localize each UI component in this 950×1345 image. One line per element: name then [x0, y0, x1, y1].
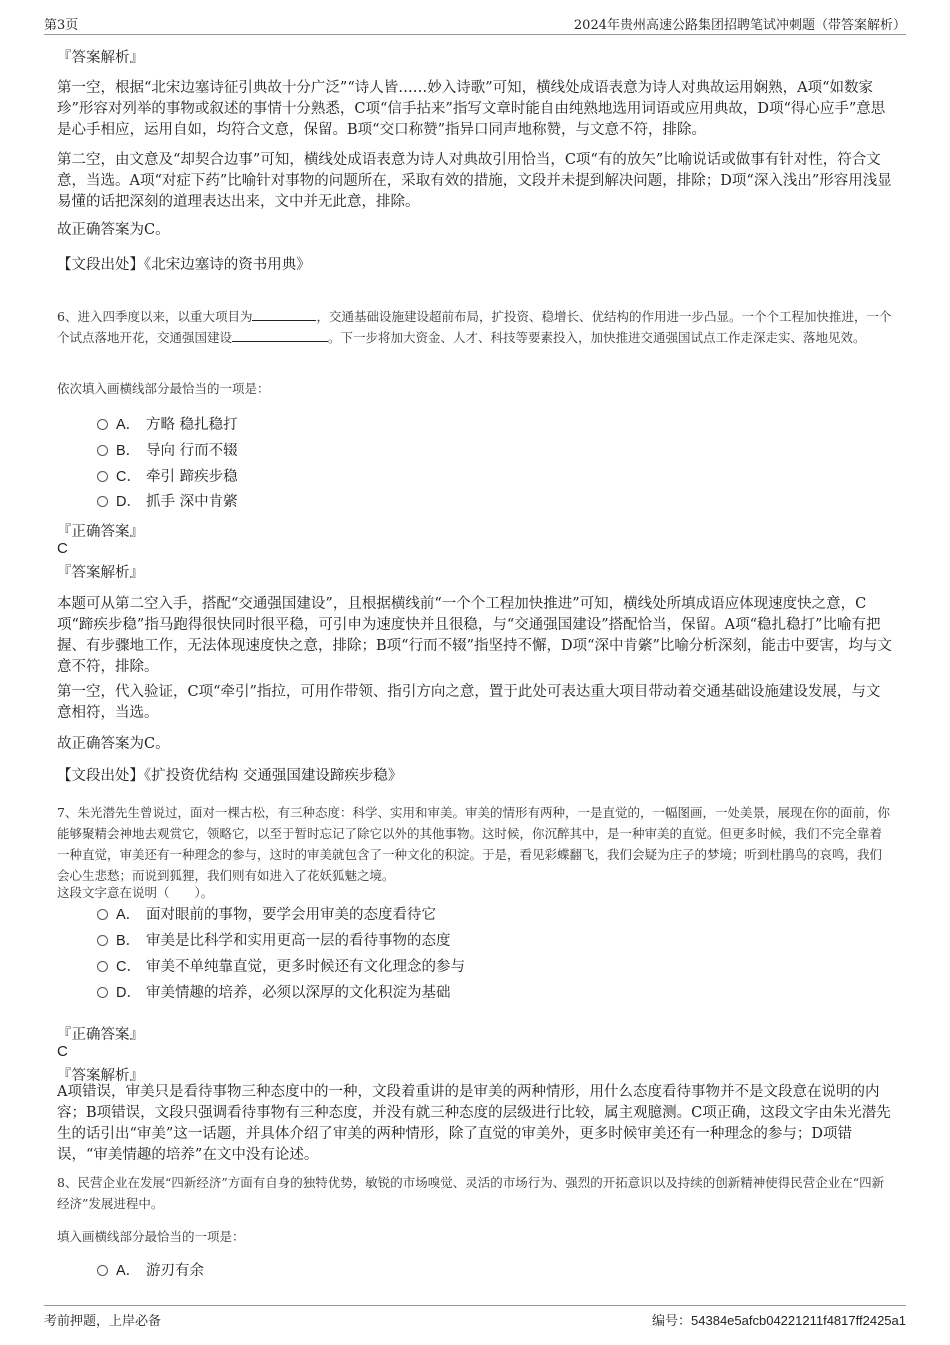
q6-source-label: 【文段出处】	[57, 768, 144, 784]
radio-icon[interactable]	[97, 496, 108, 507]
q5-analysis-label: 『答案解析』	[57, 50, 144, 66]
q5-analysis-para2: 第二空，由文意及“却契合边事”可知，横线处成语表意为诗人对典故引用恰当，C项“有的放矢”比喻说话或做事有针对性，符合文意，当选。A项“对症下药”比喻针对事物的问题所在，采取有效的措施，文段并未提到解决问题，排除；D项“深入浅出”形容用浅显易懂的话把深刻的道理表达出来，文中并无此意，排除。	[57, 152, 892, 210]
radio-icon[interactable]	[97, 909, 108, 920]
document-title: 2024年贵州高速公路集团招聘笔试冲刺题（带答案解析）	[573, 18, 906, 33]
radio-icon[interactable]	[97, 445, 108, 456]
q8-option-a[interactable]: A． 游刃有余	[97, 1260, 204, 1282]
q5-analysis-para1: 第一空，根据“北宋边塞诗征引典故十分广泛”“诗人皆……妙入诗歌”可知，横线处成语表意为诗人对典故运用娴熟，A项“如数家珍”形容对列举的事物或叙述的事情十分熟悉，C项“信手拈来”指写文章时能自由纯熟地选用词语或应用典故，D项“得心应手”意思是心手相应，运用自如，均符合文意，保留。B项“交口称赞”指异口同声地称赞，与文意不符，排除。	[57, 80, 886, 138]
radio-icon[interactable]	[97, 1265, 108, 1276]
q7-analysis-label: 『答案解析』	[57, 1068, 144, 1084]
q6-option-d[interactable]: D． 抓手 深中肯綮	[97, 491, 238, 513]
q8-number: 8、	[57, 1175, 78, 1190]
q7-number: 7、	[57, 805, 78, 820]
radio-icon[interactable]	[97, 987, 108, 998]
q6-conclusion: 故正确答案为C。	[57, 736, 170, 752]
q7-answer: C	[57, 1043, 68, 1060]
q6-answer-label: 『正确答案』	[57, 524, 144, 540]
q7-option-d[interactable]: D． 审美情趣的培养，必须以深厚的文化积淀为基础	[97, 982, 451, 1004]
q6-source-title: 《扩投资优结构 交通强国建设蹄疾步稳》	[144, 768, 403, 784]
q6-answer: C	[57, 540, 68, 557]
q7-option-a[interactable]: A． 面对眼前的事物，要学会用审美的态度看待它	[97, 904, 436, 926]
radio-icon[interactable]	[97, 935, 108, 946]
q6-analysis-label: 『答案解析』	[57, 565, 144, 581]
q6-blank-2	[232, 329, 328, 342]
document-code: 编号：54384e5afcb04221211f4817ff2425a1	[652, 1313, 906, 1328]
q7-analysis: A项错误，审美只是看待事物三种态度中的一种，文段着重讲的是审美的两种情形，用什么态度看待事物并不是文段意在说明的内容；B项错误，文段只强调看待事物有三种态度，并没有就三种态度的层级进行比较，属主观臆测。C项正确，这段文字由朱光潜先生的话引出“审美”这一话题，并具体介绍了审美的两种情形，除了直觉的审美外，更多时候审美还有一种理念的参与；D项错误，“审美情趣的培养”在文中没有论述。	[57, 1084, 891, 1163]
q6-analysis-para1: 本题可从第二空入手，搭配“交通强国建设”，且根据横线前“一个个工程加快推进”可知，横线处所填成语应体现速度快之意，C项“蹄疾步稳”指马跑得很快同时很平稳，可引申为速度快并且很稳，与“交通强国建设”搭配恰当，保留。A项“稳扎稳打”比喻有把握、有步骤地工作，无法体现速度快之意，排除；B项“行而不辍”指坚持不懈，D项“深中肯綮”比喻分析深刻，能击中要害，均与文意不符，排除。	[57, 596, 892, 675]
q6-prompt: 依次填入画横线部分最恰当的一项是：	[57, 381, 270, 396]
q6-blank-1	[252, 308, 316, 321]
page-number: 第3页	[44, 18, 79, 33]
q5-source-label: 【文段出处】	[57, 257, 144, 273]
q5-conclusion: 故正确答案为C。	[57, 222, 170, 238]
q7-answer-label: 『正确答案』	[57, 1027, 144, 1043]
radio-icon[interactable]	[97, 471, 108, 482]
page-footer	[44, 1305, 906, 1329]
q7-option-b[interactable]: B． 审美是比科学和实用更高一层的看待事物的态度	[97, 930, 451, 952]
q8-stem: 8、民营企业在发展“四新经济”方面有自身的独特优势，敏锐的市场嗅觉、灵活的市场行为、强烈的开拓意识以及持续的创新精神使得民营企业在“四新经济”发展进程中。	[57, 1175, 885, 1211]
q6-stem: 6、进入四季度以来，以重大项目为 ，交通基础设施建设超前布局，扩投资、稳增长、优结构的作用进一步凸显。一个个工程加快推进，一个个试点落地开花，交通强国建设 。下一步将加大资金、人才、科技等要素投入，加快推进交通强国试点工作走深走实、落地见效。	[57, 309, 892, 345]
page-header	[44, 14, 906, 35]
q6-analysis-para2: 第一空，代入验证，C项“牵引”指拉，可用作带领、指引方向之意，置于此处可表达重大项目带动着交通基础设施建设发展，与文意相符，当选。	[57, 684, 881, 721]
q7-prompt: 这段文字意在说明（ ）。	[57, 885, 214, 900]
radio-icon[interactable]	[97, 419, 108, 430]
q6-number: 6、	[57, 309, 78, 324]
q6-source	[57, 766, 893, 787]
footer-slogan: 考前押题，上岸必备	[44, 1314, 162, 1329]
q6-option-c[interactable]: C． 牵引 蹄疾步稳	[97, 466, 238, 488]
radio-icon[interactable]	[97, 961, 108, 972]
q6-option-b[interactable]: B． 导向 行而不辍	[97, 440, 238, 462]
q8-prompt: 填入画横线部分最恰当的一项是：	[57, 1229, 245, 1244]
q5-source-title: 《北宋边塞诗的资书用典》	[144, 257, 311, 273]
q6-option-a[interactable]: A． 方略 稳扎稳打	[97, 414, 238, 436]
q5-source	[57, 255, 893, 276]
q7-stem: 7、朱光潜先生曾说过，面对一棵古松，有三种态度：科学、实用和审美。审美的情形有两种，一是直觉的，一幅图画，一处美景，展现在你的面前，你能够聚精会神地去观赏它，领略它，以至于暂时忘记了除它以外的其他事物。这时候，你沉醉其中，是一种审美的直觉。但更多时候，我们不完全靠着一种直觉，审美还有一种理念的参与，这时的审美就包含了一种文化的积淀。于是，看见彩蝶翻飞，我们会疑为庄子的梦境；听到杜鹃鸟的哀鸣，我们会心生悲愁；而说到狐狸，我们则有如进入了花妖狐魅之境。	[57, 805, 890, 883]
q7-option-c[interactable]: C． 审美不单纯靠直觉，更多时候还有文化理念的参与	[97, 956, 465, 978]
